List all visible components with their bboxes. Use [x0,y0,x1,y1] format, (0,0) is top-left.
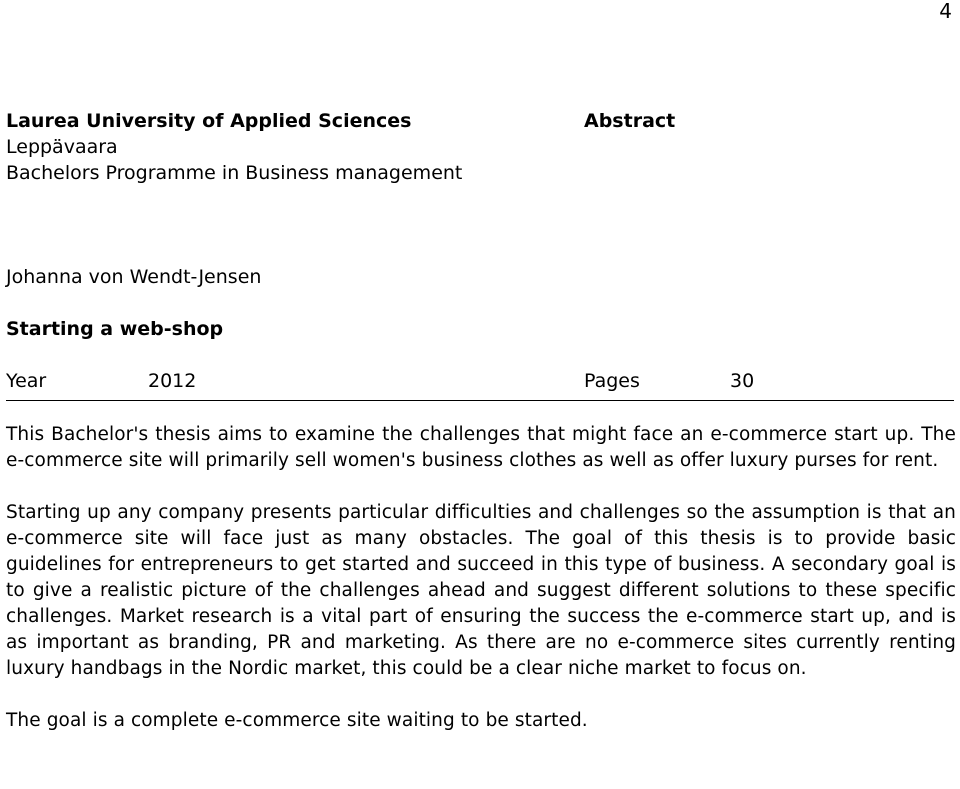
abstract-header [6,108,566,186]
abstract-body [6,422,956,734]
author-name: Johanna von Wendt-Jensen [6,266,262,288]
year-label: Year [6,370,47,392]
pages-value: 30 [730,370,755,392]
programme-name: Bachelors Programme in Business management [6,162,463,184]
campus-name: Leppävaara [6,136,118,158]
abstract-paragraph-3: The goal is a complete e-commerce site waiting to be started. [6,710,588,731]
section-label: Abstract [584,110,676,132]
meta-row [6,368,954,401]
page-number: 4 [939,0,952,23]
institution-name: Laurea University of Applied Sciences [6,110,412,132]
abstract-paragraph-2: Starting up any company presents particular difficulties and challenges so the assumption is that an e-commerce site will face just as many obstacles. The goal of this thesis is to provide basic guidelines for entrepreneurs to get started and succeed in this type of business. A secondary goal is to give a realistic picture of the challenges ahead and suggest different solutions to these specific challenges. Market research is a vital part of ensuring the success the e-commerce start up, and is as important as branding, PR and marketing. As there are no e-commerce sites currently renting luxury handbags in the Nordic market, this could be a clear niche market to focus on. [6,502,956,679]
year-value: 2012 [148,370,197,392]
thesis-title: Starting a web-shop [6,318,224,340]
pages-label: Pages [584,370,640,392]
abstract-paragraph-1: This Bachelor's thesis aims to examine the challenges that might face an e-commerce start up. The e-commerce site will primarily sell women's business clothes as well as offer luxury purses for rent. [6,424,956,471]
